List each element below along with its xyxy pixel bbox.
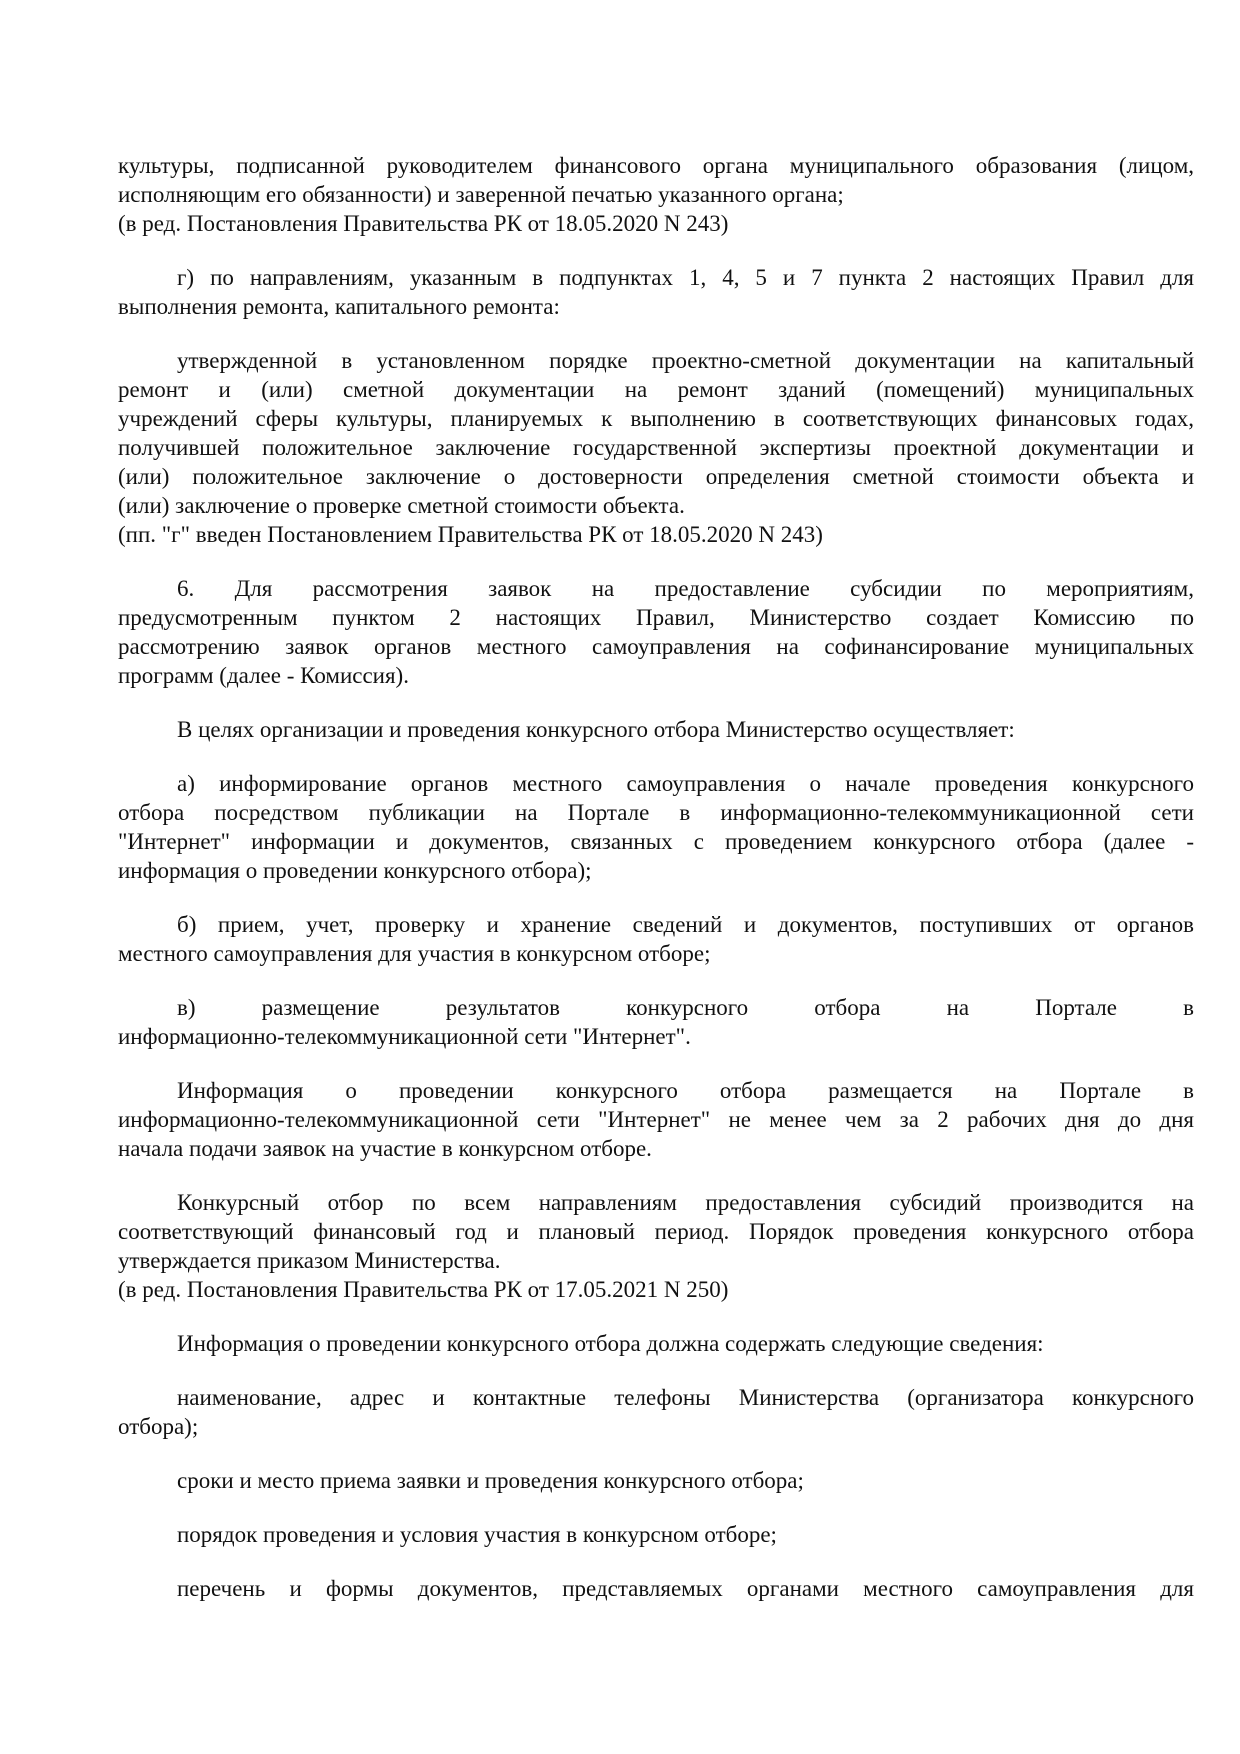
- text-line: в) размещение результатов конкурсного отбора на Портале в: [177, 995, 1194, 1020]
- document-page: [118, 151, 1194, 1628]
- paragraph-list-deadlines: [118, 1466, 1194, 1495]
- text-line: информационно-телекоммуникационной сети "Интернет" не менее чем за 2 рабочих дня до дня: [118, 1107, 1194, 1132]
- text-line: культуры, подписанной руководителем финансового органа муниципального образования (лицом,: [118, 153, 1194, 178]
- text-line: 6. Для рассмотрения заявок на предоставление субсидии по мероприятиям,: [177, 576, 1194, 601]
- text-line: утверждается приказом Министерства.: [118, 1248, 501, 1273]
- text-line: предусмотренным пунктом 2 настоящих Правил, Министерство создает Комиссию по: [118, 605, 1194, 630]
- text-line: местного самоуправления для участия в конкурсном отборе;: [118, 941, 711, 966]
- text-line: учреждений сферы культуры, планируемых к выполнению в соответствующих финансовых годах,: [118, 406, 1194, 431]
- text-line: исполняющим его обязанности) и заверенной печатью указанного органа;: [118, 182, 844, 207]
- text-line: отбора посредством публикации на Портале в информационно-телекоммуникационной сети: [118, 800, 1194, 825]
- paragraph-info-contents: [118, 1329, 1194, 1358]
- text-line: начала подачи заявок на участие в конкурсном отборе.: [118, 1136, 652, 1161]
- text-line: рассмотрению заявок органов местного самоуправления на софинансирование муниципальных: [118, 634, 1194, 659]
- text-line: г) по направлениям, указанным в подпунктах 1, 4, 5 и 7 пункта 2 настоящих Правил для: [177, 265, 1194, 290]
- amendment-note: (в ред. Постановления Правительства РК от 18.05.2020 N 243): [118, 211, 729, 236]
- text-line: "Интернет" информации и документов, связанных с проведением конкурсного отбора (далее -: [118, 829, 1194, 854]
- paragraph-subitem-b: [118, 910, 1194, 968]
- text-line: отбора);: [118, 1414, 199, 1439]
- text-line: Информация о проведении конкурсного отбора должна содержать следующие сведения:: [177, 1331, 1044, 1356]
- text-line: наименование, адрес и контактные телефоны Министерства (организатора конкурсного: [177, 1385, 1194, 1410]
- paragraph-list-documents: [118, 1574, 1194, 1603]
- paragraph-subitem-v: [118, 993, 1194, 1051]
- paragraph-selection-period: [118, 1188, 1194, 1304]
- paragraph-ministry-duties: [118, 715, 1194, 744]
- amendment-note: (в ред. Постановления Правительства РК от 17.05.2021 N 250): [118, 1277, 729, 1302]
- text-line: порядок проведения и условия участия в конкурсном отборе;: [177, 1522, 777, 1547]
- text-line: Информация о проведении конкурсного отбора размещается на Портале в: [177, 1078, 1194, 1103]
- paragraph-subitem-a: [118, 769, 1194, 885]
- paragraph-continuation: [118, 151, 1194, 238]
- paragraph-info-publication: [118, 1076, 1194, 1163]
- paragraph-design-docs: [118, 346, 1194, 549]
- paragraph-subitem-g: [118, 263, 1194, 321]
- text-line: сроки и место приема заявки и проведения конкурсного отбора;: [177, 1468, 804, 1493]
- text-line: (или) положительное заключение о достоверности определения сметной стоимости объекта и: [118, 464, 1194, 489]
- text-line: ремонт и (или) сметной документации на ремонт зданий (помещений) муниципальных: [118, 377, 1194, 402]
- text-line: перечень и формы документов, представляемых органами местного самоуправления для: [177, 1576, 1194, 1601]
- paragraph-list-name-address: [118, 1383, 1194, 1441]
- text-line: программ (далее - Комиссия).: [118, 663, 409, 688]
- text-line: (или) заключение о проверке сметной стоимости объекта.: [118, 493, 685, 518]
- paragraph-item-6: [118, 574, 1194, 690]
- text-line: соответствующий финансовый год и плановый период. Порядок проведения конкурсного отбора: [118, 1219, 1194, 1244]
- text-line: В целях организации и проведения конкурсного отбора Министерство осуществляет:: [177, 717, 1015, 742]
- text-line: информационно-телекоммуникационной сети "Интернет".: [118, 1024, 691, 1049]
- text-line: выполнения ремонта, капитального ремонта:: [118, 294, 560, 319]
- text-line: получившей положительное заключение государственной экспертизы проектной документации и: [118, 435, 1194, 460]
- text-line: а) информирование органов местного самоуправления о начале проведения конкурсного: [177, 771, 1194, 796]
- text-line: информация о проведении конкурсного отбора);: [118, 858, 592, 883]
- text-line: б) прием, учет, проверку и хранение сведений и документов, поступивших от органов: [177, 912, 1194, 937]
- text-line: утвержденной в установленном порядке проектно-сметной документации на капитальный: [177, 348, 1194, 373]
- paragraph-list-procedure: [118, 1520, 1194, 1549]
- text-line: Конкурсный отбор по всем направлениям предоставления субсидий производится на: [177, 1190, 1194, 1215]
- amendment-note: (пп. "г" введен Постановлением Правительства РК от 18.05.2020 N 243): [118, 522, 823, 547]
